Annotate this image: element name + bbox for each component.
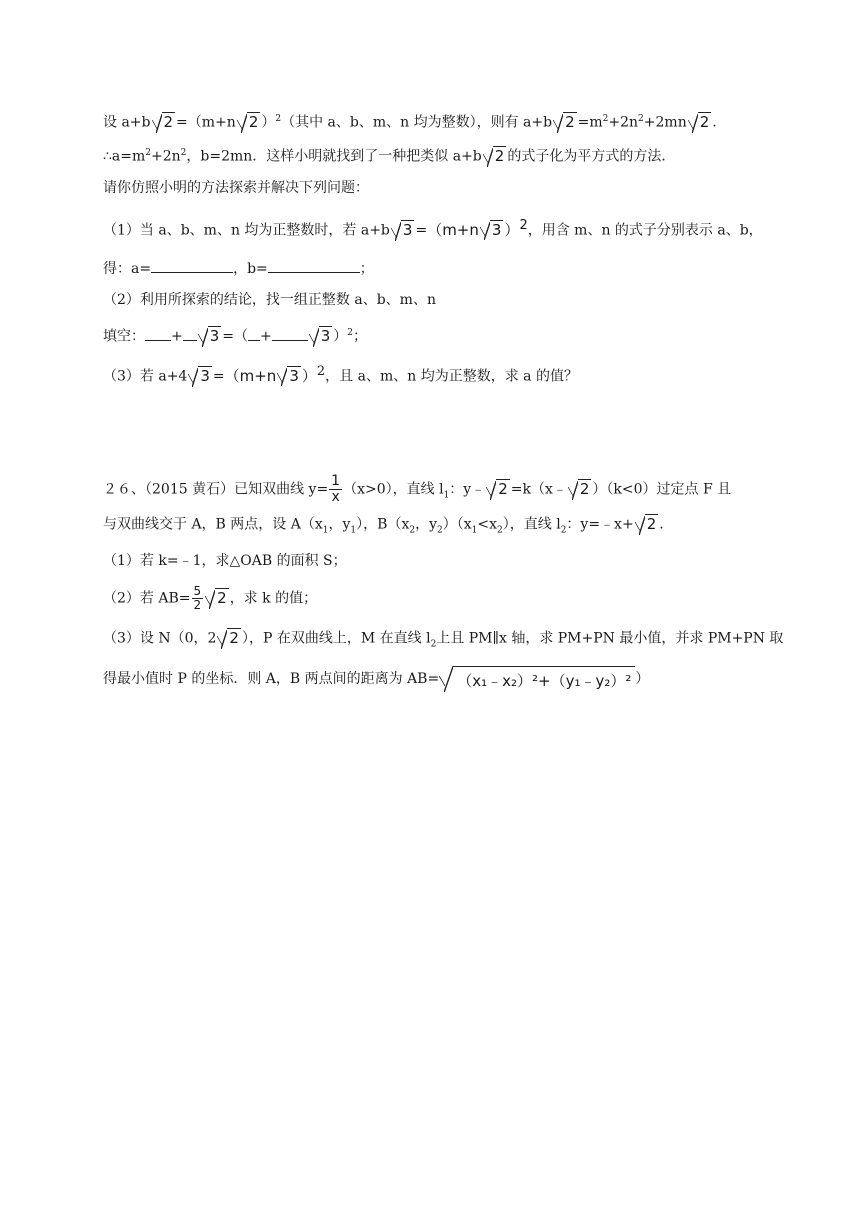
text: =（m+n (176, 114, 236, 131)
fraction: $\frac{1}{x}$ (331, 473, 341, 505)
problem-26-sub-3 (103, 628, 783, 654)
text: ） (261, 114, 276, 131)
answer-blank-b[interactable] (183, 326, 197, 341)
text: 上且 PM∥x 轴，求 PM+PN 最小值，并求 PM+PN 取 (436, 630, 784, 647)
question-2-line-2 (103, 323, 367, 347)
sqrt-symbol: 2 (205, 588, 229, 609)
text: +2n (608, 114, 639, 131)
expression-image: （m+n 3 ） (224, 366, 317, 386)
answer-blank-a[interactable] (151, 258, 233, 273)
distance-formula: （x₁﹣x₂）²+（y₁﹣y₂）² (439, 666, 635, 692)
sqrt-symbol: 2 (553, 112, 577, 133)
text: 得最小值时 P 的坐标．则 A，B 两点间的距离为 AB= (103, 671, 440, 687)
question-3 (103, 362, 578, 387)
question-1-line-2 (103, 258, 374, 279)
text: =k（x﹣ (510, 481, 567, 498)
problem-26-sub-3-cont (103, 666, 649, 692)
text: ，且 a、m、n 均为正整数，求 a 的值？ (325, 368, 578, 385)
fraction: $\frac{5}{2}$ (193, 584, 202, 612)
answer-blank-a[interactable] (145, 326, 171, 341)
text: ２６、（2015 黄石）已知双曲线 y= (103, 481, 329, 498)
text: ，y (415, 516, 437, 533)
text: <x (477, 516, 498, 533)
answer-blank-n[interactable] (272, 326, 308, 341)
superscript: 2 (347, 328, 354, 338)
text: . (712, 114, 717, 131)
text: ）（x (442, 516, 472, 533)
text: （3）设 N（0，2 (103, 630, 217, 647)
text: 填空： (103, 328, 145, 345)
sqrt-symbol: 3 (309, 326, 333, 347)
subscript: 2 (560, 525, 567, 536)
text: ：y=﹣x+ (566, 516, 634, 533)
expression-image: （m+n 3 ） (427, 220, 520, 240)
text: ，求 k 的值； (229, 590, 318, 607)
text: 与双曲线交于 A，B 两点，设 A（x (103, 516, 323, 533)
text: + (171, 328, 183, 345)
subscript: 2 (437, 525, 443, 536)
text: 得：a= (103, 261, 152, 277)
text: ：y﹣ (449, 481, 486, 498)
superscript: 2 (275, 114, 282, 124)
text: （x>0），直线 l (343, 481, 444, 498)
sqrt-symbol: 2 (217, 628, 241, 649)
question-2-line-1: （2）利用所探索的结论，找一组正整数 a、b、m、n (103, 292, 436, 308)
text: 的式子化为平方式的方法． (507, 148, 676, 165)
sqrt-symbol: 3 (277, 366, 301, 386)
intro-line-2 (103, 143, 675, 167)
text: ，b= (233, 261, 268, 277)
sqrt-symbol: 2 (635, 514, 659, 535)
sqrt-symbol: 3 (391, 220, 415, 241)
text: ），B（x (356, 516, 410, 533)
problem-26-line-2 (103, 514, 664, 540)
text: ）（k<0）过定点 F 且 (592, 481, 732, 498)
superscript: 2 (638, 114, 644, 124)
sqrt-symbol: 3 (188, 366, 212, 387)
text: = (415, 222, 428, 239)
text: ） (635, 671, 650, 687)
text: 设 a+b (103, 114, 151, 131)
text: ，b=2mn．这样小明就找到了一种把类似 a+b (186, 148, 482, 165)
text: ； (353, 328, 368, 345)
text: （其中 a、b、m、n 均为整数），则有 a+b (281, 114, 553, 131)
text: ） (333, 328, 348, 345)
text: ，y (328, 516, 351, 533)
text: （3）若 a+4 (103, 368, 188, 385)
text: ），P 在双曲线上，M 在直线 l (241, 630, 431, 647)
answer-blank-m[interactable] (248, 326, 260, 341)
question-1-line-1 (103, 216, 763, 241)
text: ； (359, 261, 374, 277)
problem-26-sub-1: （1）若 k=﹣1，求△OAB 的面积 S； (103, 553, 347, 569)
text: + (260, 328, 272, 345)
text: ），直线 l (502, 516, 561, 533)
subscript: 1 (471, 525, 478, 536)
text: （2）若 AB= (103, 590, 191, 607)
sqrt-symbol: 2 (688, 112, 712, 133)
text: +2n (151, 148, 181, 165)
superscript: 2 (180, 148, 187, 158)
sqrt-symbol: 3 (480, 220, 504, 240)
intro-line-1 (103, 109, 717, 133)
problem-26-sub-2 (103, 585, 317, 612)
subscript: 1 (443, 490, 450, 501)
text: =（ (222, 328, 249, 345)
text: （1）当 a、b、m、n 均为正整数时，若 a+b (103, 222, 390, 239)
text: ，用含 m、n 的式子分别表示 a、b， (527, 222, 763, 239)
sqrt-symbol: 2 (483, 146, 507, 167)
superscript: 2 (145, 148, 151, 158)
subscript: 1 (350, 525, 357, 536)
sqrt-symbol: 3 (198, 326, 222, 347)
subscript: 2 (430, 639, 437, 650)
sqrt-symbol: 2 (237, 112, 261, 133)
sqrt-symbol: 2 (152, 112, 176, 133)
sqrt-symbol: 2 (568, 479, 592, 500)
text: ∴a=m (103, 148, 146, 165)
answer-blank-b[interactable] (268, 258, 360, 273)
text: = (212, 368, 225, 385)
subscript: 2 (497, 525, 503, 536)
superscript: 2 (602, 114, 609, 124)
subscript: 1 (322, 525, 329, 536)
text: +2mn (643, 114, 687, 131)
text: . (659, 516, 664, 533)
problem-26-line-1 (103, 474, 731, 505)
subscript: 2 (409, 525, 416, 536)
text: =m (577, 114, 603, 131)
superscript: 2 (519, 218, 528, 233)
sqrt-symbol: 2 (486, 479, 510, 500)
superscript: 2 (316, 364, 326, 379)
intro-line-3: 请你仿照小明的方法探索并解决下列问题： (103, 180, 369, 196)
